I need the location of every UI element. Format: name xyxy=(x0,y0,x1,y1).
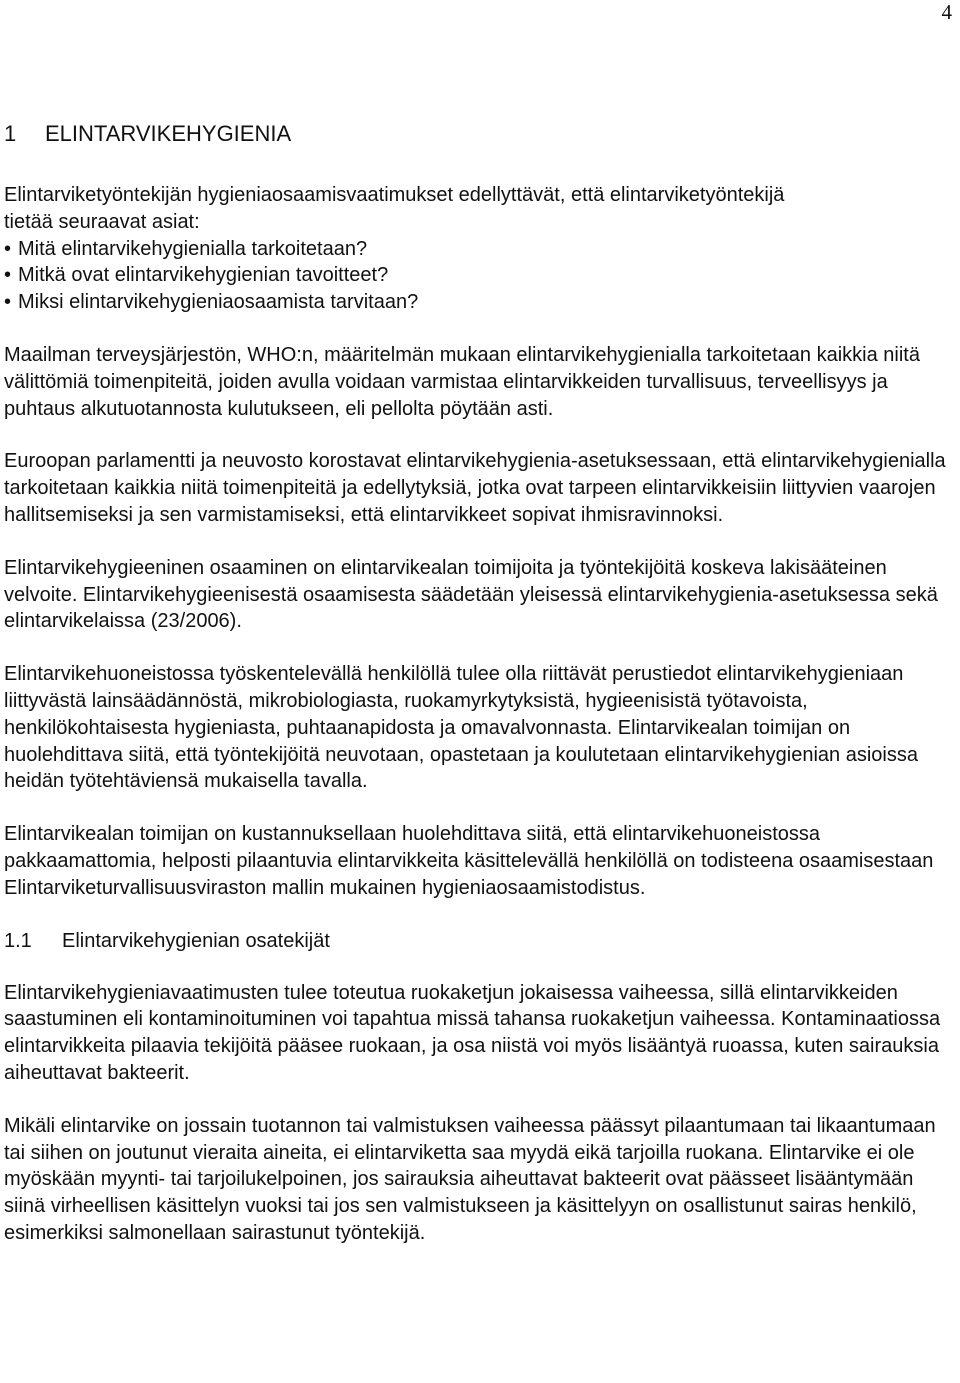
body-paragraph: Elintarvikealan toimijan on kustannuksellaan huolehdittava siitä, että elintarvikehuoneistossa pakkaamattomia, helposti pilaantuvia elintarvikkeita käsittelevällä henkilöllä on todisteena osaamisestaan Elintarviketurvallisuusviraston mallin mukainen hygieniaosaamistodistus. xyxy=(4,823,934,899)
intro-block xyxy=(4,182,948,236)
question-list xyxy=(4,236,948,316)
intro-line: tietää seuraavat asiat: xyxy=(4,210,200,233)
document-content xyxy=(4,120,948,1273)
body-paragraph: Elintarvikehuoneistossa työskentelevällä henkilöllä tulee olla riittävät perustiedot elintarvikehygieniaan liittyvästä lainsäädännöstä, mikrobiologiasta, ruokamyrkytyksistä, hygieenisistä työtavoista, henkilökohtaisesta hygieniasta, puhtaanapidosta ja omavalvonnasta. Elintarvikealan toimijan on huolehdittava siitä, että työntekijöitä neuvotaan, opastetaan ja koulutetaan elintarvikehygienian asioissa heidän työtehtäviensä mukaisella tavalla. xyxy=(4,663,918,793)
chapter-heading xyxy=(4,120,948,148)
list-item-text: Miksi elintarvikehygieniaosaamista tarvitaan? xyxy=(18,291,419,314)
body-paragraph: Euroopan parlamentti ja neuvosto korostavat elintarvikehygienia-asetuksessaan, että elintarvikehygienialla tarkoitetaan kaikkia niitä toimenpiteitä ja edellytyksiä, jotka ovat tarpeen elintarvikkeisiin liittyvien vaarojen hallitsemiseksi ja sen varmistamiseksi, että elintarvikkeet sopivat ihmisravinnoksi. xyxy=(4,450,946,526)
chapter-title: ELINTARVIKEHYGIENIA xyxy=(45,121,292,146)
list-item-text: Mitkä ovat elintarvikehygienian tavoitteet? xyxy=(18,264,389,287)
section-title: Elintarvikehygienian osatekijät xyxy=(62,929,330,952)
section-number: 1.1 xyxy=(4,929,32,952)
bullet-icon: • xyxy=(4,291,12,314)
list-item-text: Mitä elintarvikehygienialla tarkoitetaan? xyxy=(18,237,368,260)
body-paragraph: Mikäli elintarvike on jossain tuotannon tai valmistuksen vaiheessa päässyt pilaantumaan tai likaantumaan tai siihen on joutunut vieraita aineita, ei elintarviketta saa myydä eikä tarjoilla ruokana. Elintarvike ei ole myöskään myynti- tai tarjoilukelpoinen, jos sairauksia aiheuttavat bakteerit ovat päässeet lisääntymään siinä virheellisen käsittelyn vuoksi tai jos sen valmistukseen ja käsittelyyn on osallistunut sairas henkilö, esimerkiksi salmonellaan sairastunut työntekijä. xyxy=(4,1114,936,1244)
body-paragraph: Elintarvikehygieeninen osaaminen on elintarvikealan toimijoita ja työntekijöitä koskeva lakisääteinen velvoite. Elintarvikehygieenisestä osaamisesta säädetään yleisessä elintarvikehygienia-asetuksessa sekä elintarvikelaissa (23/2006). xyxy=(4,556,938,633)
list-item xyxy=(4,262,948,289)
bullet-icon: • xyxy=(4,264,12,287)
body-paragraph: Elintarvikehygieniavaatimusten tulee toteutua ruokaketjun jokaisessa vaiheessa, sillä elintarvikkeiden saastuminen eli kontaminoituminen voi tapahtua missä tahansa ruokaketjun vaiheessa. Kontaminaatiossa elintarvikkeita pilaavia tekijöitä pääsee ruokaan, ja osa niistä voi myös lisääntyä ruoassa, kuten sairauksia aiheuttavat bakteerit. xyxy=(4,981,941,1084)
intro-line: Elintarviketyöntekijän hygieniaosaamisvaatimukset edellyttävät, että elintarviketyöntekijä xyxy=(4,184,785,206)
body-paragraph: Maailman terveysjärjestön, WHO:n, määritelmän mukaan elintarvikehygienialla tarkoitetaan kaikkia niitä välittömiä toimenpiteitä, joiden avulla voidaan varmistaa elintarvikkeiden turvallisuus, terveellisyys ja puhtaus alkutuotannosta kulutukseen, eli pellolta pöytään asti. xyxy=(4,343,920,420)
section-heading xyxy=(4,928,948,954)
page-number: 4 xyxy=(941,0,952,24)
list-item xyxy=(4,289,948,316)
list-item xyxy=(4,236,948,263)
chapter-number: 1 xyxy=(4,121,17,146)
bullet-icon: • xyxy=(4,237,12,260)
